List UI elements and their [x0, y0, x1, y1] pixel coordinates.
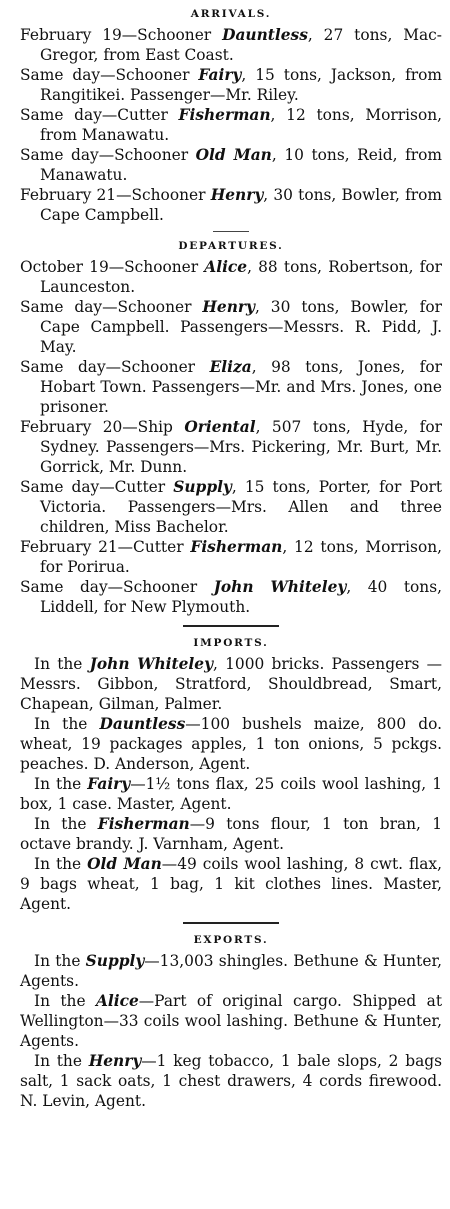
exports-list [20, 951, 442, 1111]
section-divider [183, 625, 279, 627]
exports-heading: EXPORTS. [193, 934, 269, 946]
vessel-name: Dauntless [222, 26, 308, 44]
arrival-entry [20, 145, 442, 185]
vessel-name: Old Man [87, 855, 162, 873]
entry-details: , 40 tons, Liddell, for New Plymouth. [40, 578, 442, 616]
vessel-name: Oriental [184, 418, 256, 436]
entry-date-vessel-type: October 19—Schooner [20, 258, 205, 276]
vessel-name: Henry [210, 186, 264, 204]
entry-details: —Part of original cargo. Shipped at Wellington—33 coils wool lashing. Bethune & Hunter, Agents. [20, 992, 442, 1050]
section-divider [213, 231, 249, 232]
vessel-name: Supply [173, 478, 232, 496]
entry-details: , 15 tons, Porter, for Port Victoria. Passengers—Mrs. Allen and three children, Miss Bachelor. [40, 478, 443, 536]
entry-date-vessel-type: February 21—Schooner [20, 186, 211, 204]
imports-list [20, 654, 442, 914]
departure-entry [20, 537, 442, 577]
entry-details: —13,003 shingles. Bethune & Hunter, Agents. [20, 952, 442, 990]
import-entry [20, 774, 442, 814]
entry-details: , 10 tons, Reid, from Manawatu. [40, 146, 442, 184]
entry-date-vessel-type: Same day—Schooner [20, 298, 203, 316]
entry-prefix: In the [34, 952, 86, 970]
vessel-name: John Whiteley [89, 655, 214, 673]
section-divider [183, 922, 279, 924]
import-entry [20, 814, 442, 854]
entry-details: , 507 tons, Hyde, for Sydney. Passengers—Mrs. Pickering, Mr. Burt, Mr. Gorrick, Mr. Dunn. [40, 418, 442, 476]
entry-details: —100 bushels maize, 800 do. wheat, 19 packages apples, 1 ton onions, 5 pckgs. peaches. D. Anderson, Agent. [20, 715, 443, 773]
entry-date-vessel-type: Same day—Schooner [20, 146, 196, 164]
entry-details: , 15 tons, Jackson, from Rangitikei. Passenger—Mr. Riley. [40, 66, 442, 104]
entry-prefix: In the [34, 992, 96, 1010]
departure-entry [20, 257, 442, 297]
vessel-name: Alice [95, 992, 139, 1010]
entry-date-vessel-type: February 19—Schooner [20, 26, 223, 44]
vessel-name: Old Man [195, 146, 272, 164]
entry-date-vessel-type: Same day—Schooner [20, 358, 210, 376]
arrival-entry [20, 65, 442, 105]
import-entry [20, 854, 442, 914]
export-entry [20, 991, 442, 1051]
vessel-name: Fairy [198, 66, 242, 84]
entry-details: , 1000 bricks. Passengers —Messrs. Gibbon, Stratford, Shouldbread, Smart, Chapean, Gilman, Palmer. [20, 655, 443, 713]
entry-date-vessel-type: Same day—Cutter [20, 106, 179, 124]
entry-date-vessel-type: Same day—Schooner [20, 66, 199, 84]
departure-entry [20, 417, 442, 477]
entry-details: —1½ tons flax, 25 coils wool lashing, 1 box, 1 case. Master, Agent. [20, 775, 442, 813]
vessel-name: Dauntless [99, 715, 186, 733]
entry-details: , 98 tons, Jones, for Hobart Town. Passengers—Mr. and Mrs. Jones, one prisoner. [40, 358, 443, 416]
export-entry [20, 1051, 442, 1111]
departure-entry [20, 477, 442, 537]
entry-date-vessel-type: February 21—Cutter [20, 538, 191, 556]
vessel-name: Fisherman [97, 815, 190, 833]
entry-details: , 27 tons, Mac-Gregor, from East Coast. [40, 26, 443, 64]
entry-prefix: In the [34, 715, 100, 733]
vessel-name: Henry [88, 1052, 142, 1070]
arrival-entry [20, 25, 442, 65]
entry-prefix: In the [34, 775, 88, 793]
import-entry [20, 714, 442, 774]
departure-entry [20, 297, 442, 357]
entry-details: , 30 tons, Bowler, for Cape Campbell. Passengers—Messrs. R. Pidd, J. May. [40, 298, 442, 356]
imports-heading: IMPORTS. [193, 637, 269, 649]
arrival-entry [20, 185, 442, 225]
entry-details: , 12 tons, Morrison, from Manawatu. [40, 106, 443, 144]
entry-date-vessel-type: February 20—Ship [20, 418, 185, 436]
vessel-name: Fairy [87, 775, 131, 793]
departure-entry [20, 577, 442, 617]
arrivals-heading: ARRIVALS. [190, 8, 272, 20]
arrivals-list [20, 25, 442, 225]
entry-details: —1 keg tobacco, 1 bale slops, 2 bags salt, 1 sack oats, 1 chest drawers, 4 cords firewood. N. Levin, Agent. [20, 1052, 443, 1110]
entry-date-vessel-type: Same day—Cutter [20, 478, 174, 496]
entry-prefix: In the [34, 815, 98, 833]
departures-heading: DEPARTURES. [178, 240, 284, 252]
vessel-name: Alice [204, 258, 248, 276]
entry-details: , 88 tons, Robertson, for Launceston. [40, 258, 442, 296]
vessel-name: Fisherman [178, 106, 271, 124]
departure-entry [20, 357, 442, 417]
entry-details: , 12 tons, Morrison, for Porirua. [40, 538, 443, 576]
vessel-name: Eliza [209, 358, 252, 376]
export-entry [20, 951, 442, 991]
entry-date-vessel-type: Same day—Schooner [20, 578, 214, 596]
entry-details: , 30 tons, Bowler, from Cape Campbell. [40, 186, 442, 224]
vessel-name: Henry [202, 298, 255, 316]
entry-prefix: In the [34, 855, 88, 873]
import-entry [20, 654, 442, 714]
entry-details: —9 tons flour, 1 ton bran, 1 octave brandy. J. Varnham, Agent. [20, 815, 443, 853]
vessel-name: Fisherman [190, 538, 283, 556]
entry-prefix: In the [34, 655, 90, 673]
departures-list [20, 257, 442, 617]
vessel-name: Supply [85, 952, 145, 970]
arrival-entry [20, 105, 442, 145]
entry-details: —49 coils wool lashing, 8 cwt. flax, 9 bags wheat, 1 bag, 1 kit clothes lines. Master, Agent. [20, 855, 443, 913]
vessel-name: John Whiteley [213, 578, 347, 596]
entry-prefix: In the [34, 1052, 89, 1070]
